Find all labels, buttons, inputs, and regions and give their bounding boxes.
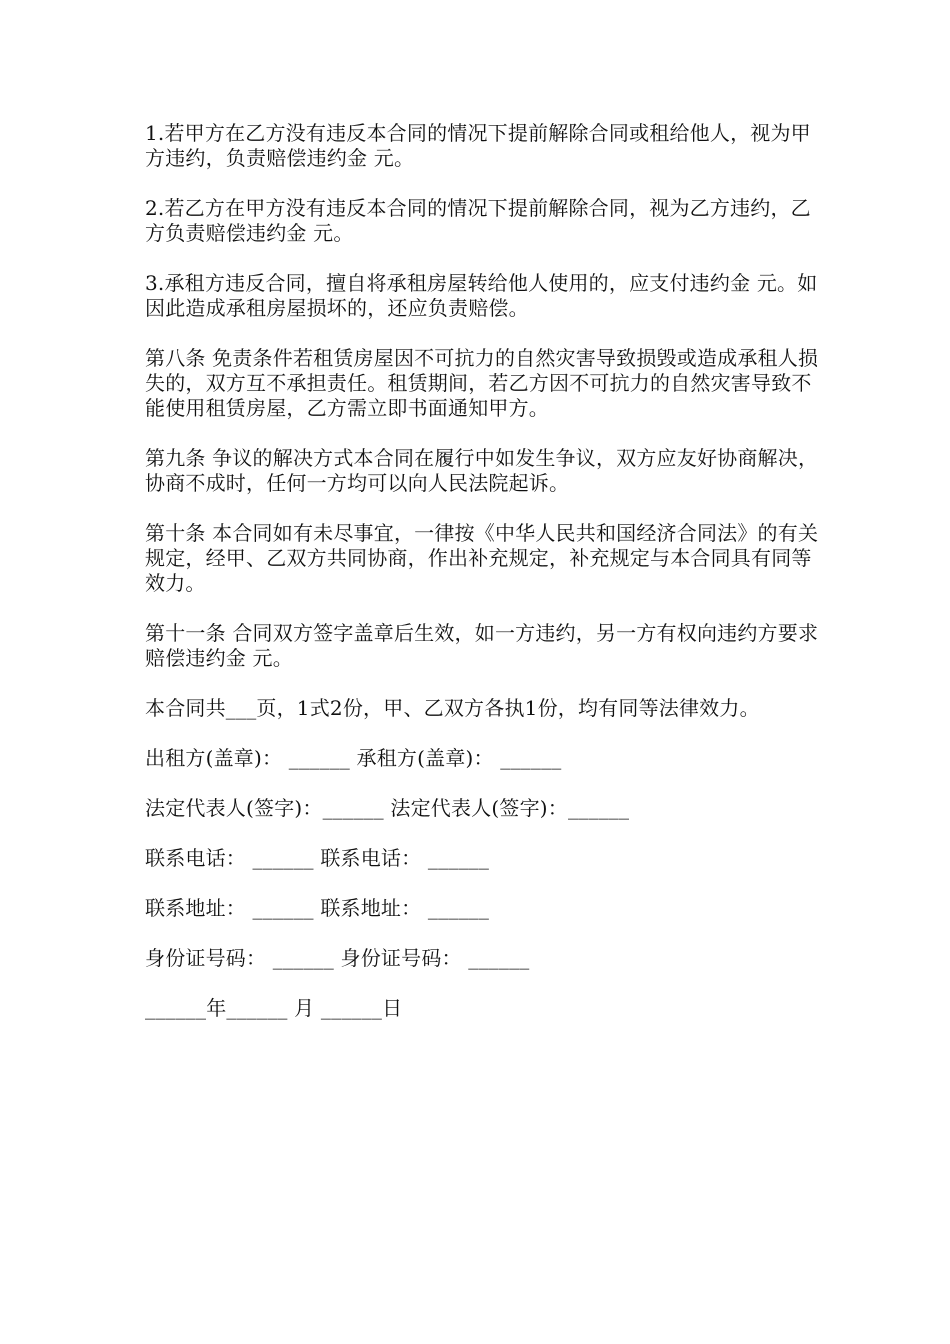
clause-2: 2.若乙方在甲方没有违反本合同的情况下提前解除合同，视为乙方违约，乙方负责赔偿违约金 元。 [145, 196, 811, 245]
clause-1: 1.若甲方在乙方没有违反本合同的情况下提前解除合同或租给他人，视为甲方违约，负责赔偿违约金 元。 [145, 121, 811, 170]
phone-line: 联系电话： ______ 联系电话： ______ [145, 846, 490, 870]
article-9: 第九条 争议的解决方式本合同在履行中如发生争议，双方应友好协商解决，协商不成时，任何一方均可以向人民法院起诉。 [145, 446, 819, 495]
article-11: 第十一条 合同双方签字盖章后生效，如一方违约，另一方有权向违约方要求赔偿违约金 元。 [145, 621, 819, 670]
contract-page [145, 121, 820, 1046]
representative-line: 法定代表人(签字)：______ 法定代表人(签字)：______ [145, 796, 630, 820]
address-line: 联系地址： ______ 联系地址： ______ [145, 896, 490, 920]
article-10: 第十条 本合同如有未尽事宜，一律按《中华人民共和国经济合同法》的有关规定，经甲、乙双方共同协商，作出补充规定，补充规定与本合同具有同等效力。 [145, 521, 819, 595]
id-number-line: 身份证号码： ______ 身份证号码： ______ [145, 946, 530, 970]
seal-line: 出租方(盖章)： ______ 承租方(盖章)： ______ [145, 746, 562, 770]
clause-3: 3.承租方违反合同，擅自将承租房屋转给他人使用的，应支付违约金 元。如因此造成承租房屋损坏的，还应负责赔偿。 [145, 271, 818, 320]
article-8: 第八条 免责条件若租赁房屋因不可抗力的自然灾害导致损毁或造成承租人损失的，双方互不承担责任。租赁期间，若乙方因不可抗力的自然灾害导致不能使用租赁房屋，乙方需立即书面通知甲方。 [145, 346, 819, 420]
copies-statement: 本合同共___页，1式2份，甲、乙双方各执1份，均有同等法律效力。 [145, 696, 760, 720]
date-line: ______年______ 月 ______日 [145, 996, 403, 1020]
